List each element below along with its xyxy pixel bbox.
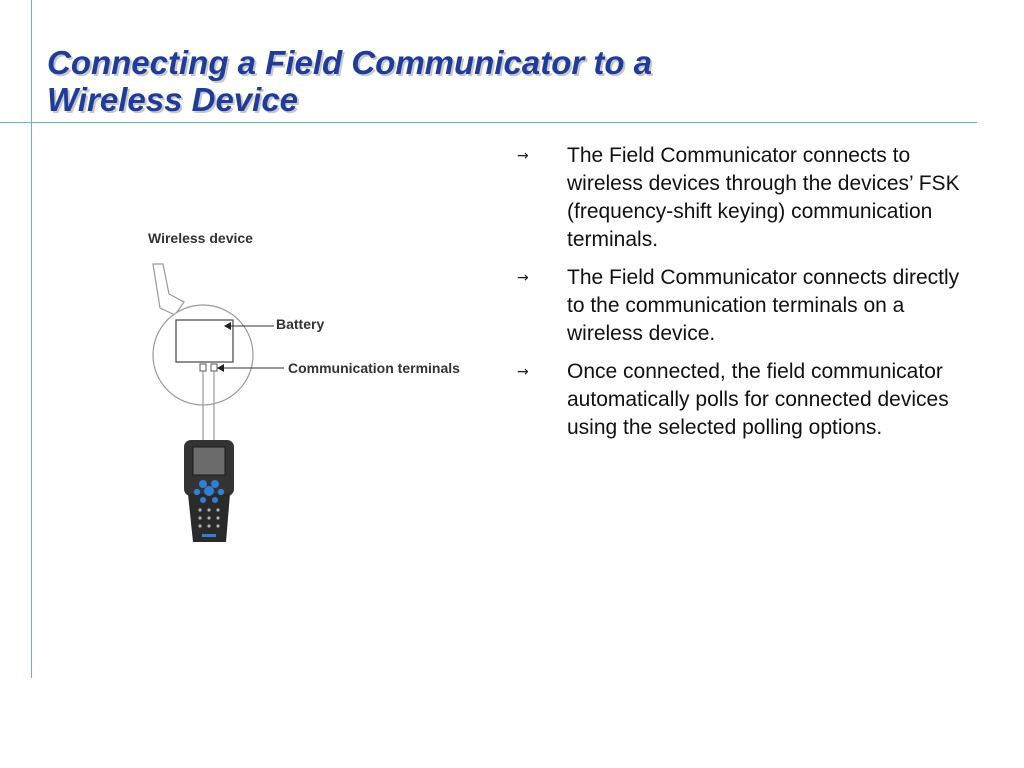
label-wireless-device: Wireless device bbox=[148, 230, 253, 246]
antenna-icon bbox=[153, 264, 184, 315]
title-underline bbox=[0, 122, 977, 123]
label-communication-terminals: Communication terminals bbox=[288, 360, 460, 376]
arrow-right-icon: → bbox=[517, 148, 529, 164]
wireless-device-diagram bbox=[140, 222, 480, 552]
terminal-left bbox=[200, 364, 206, 371]
label-battery: Battery bbox=[276, 316, 325, 332]
arrow-right-icon: → bbox=[517, 364, 529, 380]
bullet-item bbox=[515, 264, 975, 348]
bullet-text: The Field Communicator connects directly to the communication terminals on a wireless device. bbox=[567, 266, 960, 345]
bullet-item bbox=[515, 358, 975, 442]
field-communicator-icon bbox=[184, 440, 234, 542]
bullet-list bbox=[515, 142, 975, 452]
bullet-text: The Field Communicator connects to wireless devices through the devices’ FSK (frequency-shift keying) communication terminals. bbox=[567, 144, 960, 251]
page-title: Connecting a Field Communicator to a Wireless Device bbox=[47, 44, 653, 118]
terminal-right bbox=[211, 364, 217, 371]
left-rule bbox=[31, 0, 32, 678]
bullet-item bbox=[515, 142, 975, 254]
bullet-text: Once connected, the field communicator automatically polls for connected devices using the selected polling options. bbox=[567, 360, 949, 439]
battery-compartment bbox=[176, 320, 233, 362]
arrow-right-icon: → bbox=[517, 270, 529, 286]
